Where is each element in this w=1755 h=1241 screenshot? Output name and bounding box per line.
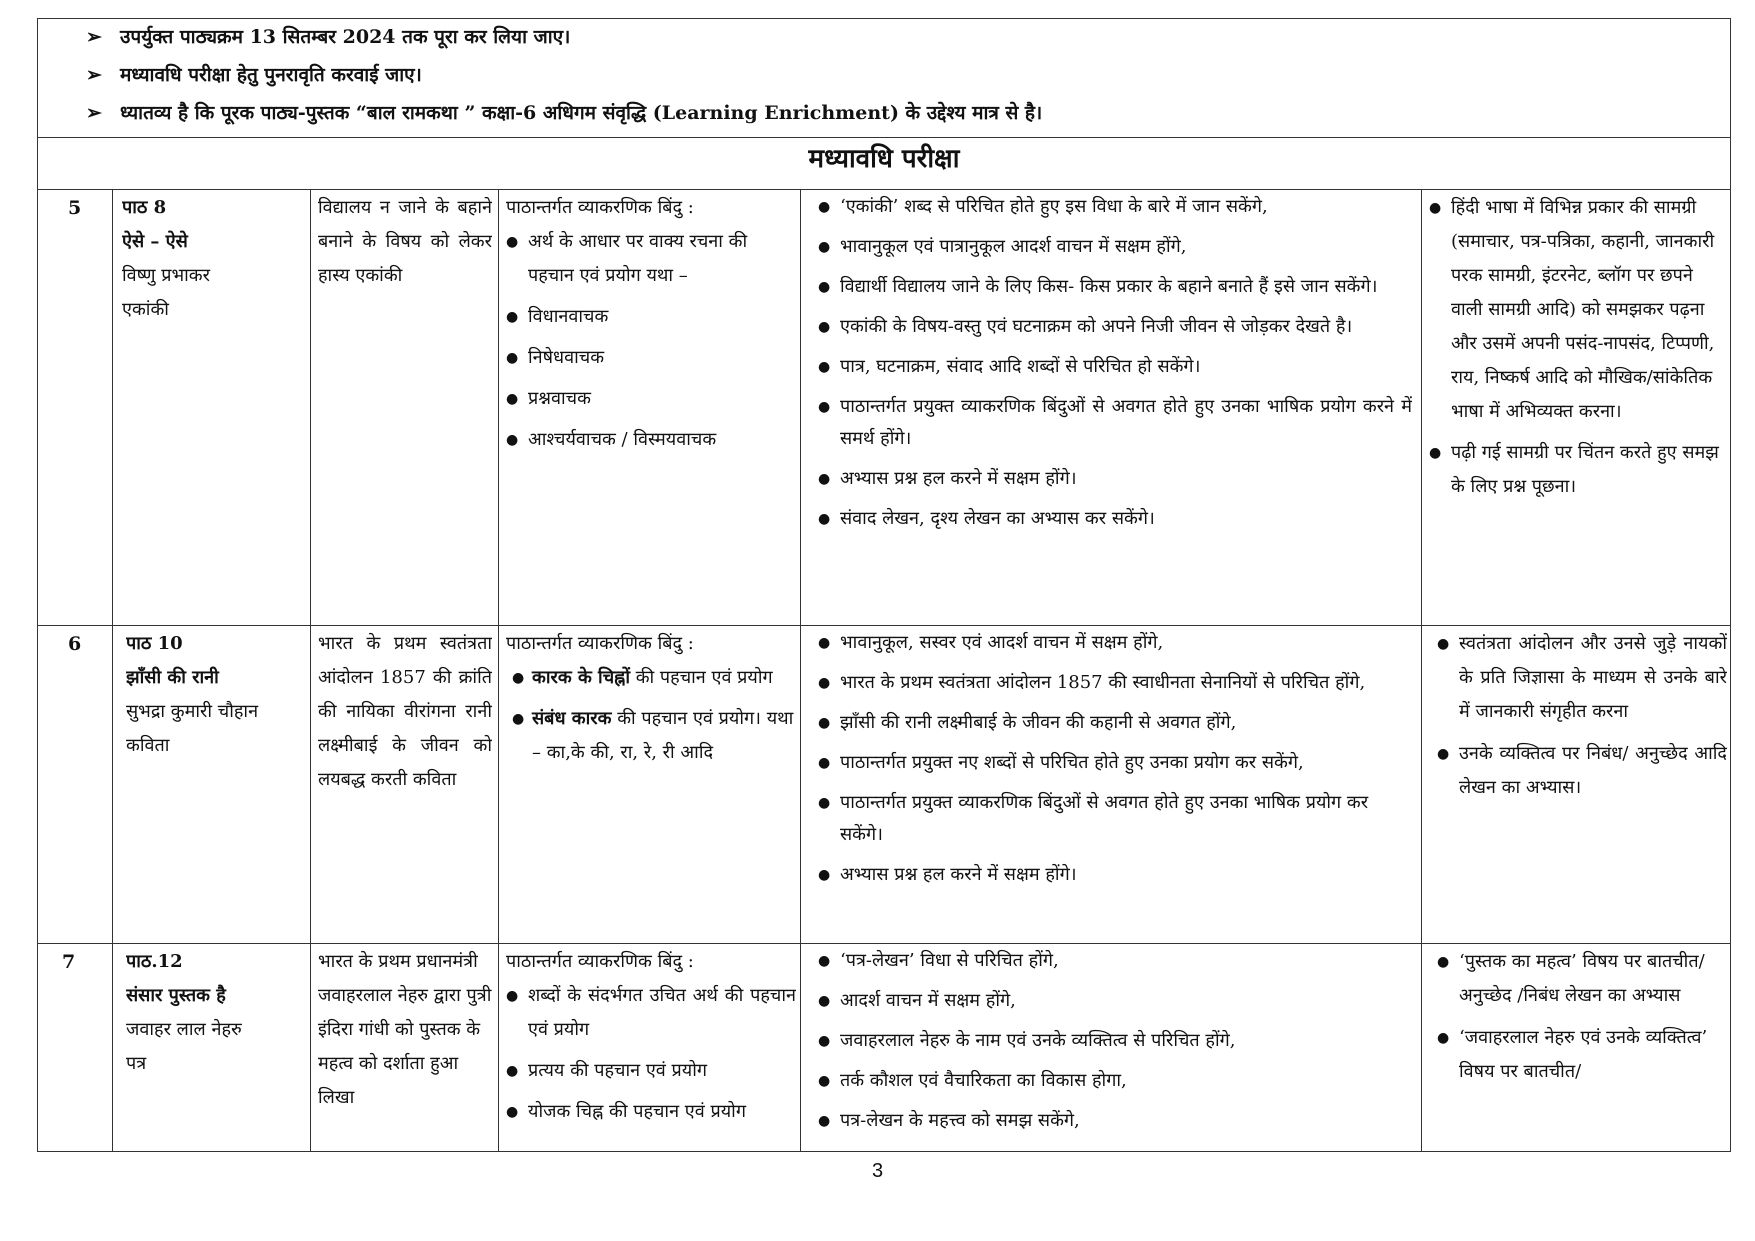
lesson-genre: एकांकी [122, 299, 169, 320]
outcomes-cell [810, 627, 1412, 899]
list-item: ● विधानवाचक [506, 300, 796, 334]
list-item: ● पत्र-लेखन के महत्त्व को समझ सकेंगे, [810, 1105, 1412, 1137]
divider [38, 625, 1730, 626]
list-item: ● विद्यार्थी विद्यालय जाने के लिए किस- किस प्रकार के बहाने बनाते हैं इसे जान सकेंगे। [810, 271, 1412, 303]
outcomes-cell [810, 191, 1412, 543]
activities-cell [1429, 627, 1727, 813]
grammar-title: पाठान्तर्गत व्याकरणिक बिंदु : [506, 633, 694, 654]
column-divider [800, 189, 801, 1151]
lesson-author: विष्णु प्रभाकर [122, 265, 210, 286]
list-item: ● प्रत्यय की पहचान एवं प्रयोग [506, 1054, 796, 1088]
row-number: 5 [68, 197, 82, 219]
page-number: 3 [871, 1160, 884, 1182]
list-item: ● ‘पुस्तक का महत्व’ विषय पर बातचीत/ अनुच्छेद /निबंध लेखन का अभ्यास [1429, 945, 1727, 1013]
lesson-genre: कविता [126, 735, 170, 756]
outcomes-list [810, 945, 1412, 1137]
grammar-cell [506, 945, 796, 1136]
list-item: ● भावानुकूल, सस्वर एवं आदर्श वाचन में सक्षम होंगे, [810, 627, 1412, 659]
divider [38, 189, 1730, 190]
list-item: ● योजक चिह्न की पहचान एवं प्रयोग [506, 1095, 796, 1129]
grammar-cell [506, 627, 796, 777]
lesson-cell [126, 627, 306, 763]
list-item: ● ‘पत्र-लेखन’ विधा से परिचित होंगे, [810, 945, 1412, 977]
list-item: ● संबंध कारक की पहचान एवं प्रयोग। यथा – का,के की, रा, रे, री आदि [506, 702, 796, 770]
list-item: ● अभ्यास प्रश्न हल करने में सक्षम होंगे। [810, 463, 1412, 495]
grammar-title: पाठान्तर्गत व्याकरणिक बिंदु : [506, 197, 694, 218]
lesson-genre: पत्र [126, 1053, 147, 1074]
grammar-list [506, 979, 796, 1129]
grammar-cell [506, 191, 796, 464]
list-item: ● पाठान्तर्गत प्रयुक्त व्याकरणिक बिंदुओं से अवगत होते हुए उनका भाषिक प्रयोग कर सकेंगे। [810, 787, 1412, 851]
lesson-author: जवाहर लाल नेहरु [126, 1019, 242, 1040]
column-divider [310, 189, 311, 1151]
list-item: ● पाठान्तर्गत प्रयुक्त व्याकरणिक बिंदुओं से अवगत होते हुए उनका भाषिक प्रयोग करने में समर्थ होंगे। [810, 391, 1412, 455]
column-divider [498, 189, 499, 1151]
list-item: ● अभ्यास प्रश्न हल करने में सक्षम होंगे। [810, 859, 1412, 891]
list-item: ● कारक के चिह्नों की पहचान एवं प्रयोग [506, 661, 796, 695]
list-item: ● पढ़ी गई सामग्री पर चिंतन करते हुए समझ के लिए प्रश्न पूछना। [1429, 436, 1727, 504]
list-item: ● भावानुकूल एवं पात्रानुकूल आदर्श वाचन में सक्षम होंगे, [810, 231, 1412, 263]
row-number: 6 [68, 633, 82, 655]
lesson-title: झाँसी की रानी [126, 667, 219, 688]
list-item: ● पाठान्तर्गत प्रयुक्त नए शब्दों से परिचित होते हुए उनका प्रयोग कर सकेंगे, [810, 747, 1412, 779]
activities-cell [1429, 191, 1727, 511]
lesson-author: सुभद्रा कुमारी चौहान [126, 701, 259, 722]
list-item: ● हिंदी भाषा में विभिन्न प्रकार की सामग्री (समाचार, पत्र-पत्रिका, कहानी, जानकारी परक सामग्री, इंटरनेट, ब्लॉग पर छपने वाली सामग्री आदि) को समझकर पढ़ना और उसमें अपनी पसंद-नापसंद, टिप्पणी, राय, निष्कर्ष आदि को मौखिक/सांकेतिक भाषा में अभिव्यक्त करना। [1429, 191, 1727, 429]
list-item: ● आश्चर्यवाचक / विस्मयवाचक [506, 423, 796, 457]
column-divider [1421, 189, 1422, 1151]
lesson-cell [122, 191, 306, 327]
note-3: ➢ ध्यातव्य है कि पूरक पाठ्य-पुस्तक “बाल रामकथा ” कक्षा-6 अधिगम संवृद्धि (Learning Enrichment) के उद्देश्य मात्र से है। [86, 102, 1043, 124]
list-item: ● पात्र, घटनाक्रम, संवाद आदि शब्दों से परिचित हो सकेंगे। [810, 351, 1412, 383]
list-item: ● शब्दों के संदर्भगत उचित अर्थ की पहचान एवं प्रयोग [506, 979, 796, 1047]
list-item: ● ‘एकांकी’ शब्द से परिचित होते हुए इस विधा के बारे में जान सकेंगे, [810, 191, 1412, 223]
list-item: ● उनके व्यक्तित्व पर निबंध/ अनुच्छेद आदि लेखन का अभ्यास। [1429, 737, 1727, 805]
notes-section [38, 19, 1730, 137]
outcomes-list [810, 191, 1412, 535]
list-item: ● प्रश्नवाचक [506, 382, 796, 416]
list-item: ● निषेधवाचक [506, 341, 796, 375]
list-item: ● झाँसी की रानी लक्ष्मीबाई के जीवन की कहानी से अवगत होंगे, [810, 707, 1412, 739]
column-divider [112, 189, 113, 1151]
theme-cell: भारत के प्रथम स्वतंत्रता आंदोलन 1857 की क्रांति की नायिका वीरांगना रानी लक्ष्मीबाई के जीवन को लयबद्ध करती कविता [318, 633, 492, 790]
row-number: 7 [62, 951, 76, 973]
note-2: ➢ मध्यावधि परीक्षा हेतु पुनरावृति करवाई जाए। [86, 64, 422, 86]
theme-cell: विद्यालय न जाने के बहाने बनाने के विषय को लेकर हास्य एकांकी [318, 197, 492, 286]
note-1: ➢ उपर्युक्त पाठ्यक्रम 13 सितम्बर 2024 तक पूरा कर लिया जाए। [86, 26, 571, 48]
lesson-title: संसार पुस्तक है [126, 985, 226, 1006]
syllabus-table [37, 18, 1731, 1152]
theme-cell: भारत के प्रथम प्रधानमंत्री जवाहरलाल नेहरु द्वारा पुत्री इंदिरा गांधी को पुस्तक के महत्व को दर्शाता हुआ लिखा [318, 951, 492, 1108]
outcomes-cell [810, 945, 1412, 1145]
activities-list [1429, 191, 1727, 504]
lesson-number: पाठ 8 [122, 197, 167, 218]
lesson-number: पाठ.12 [126, 951, 183, 972]
list-item: ● भारत के प्रथम स्वतंत्रता आंदोलन 1857 की स्वाधीनता सेनानियों से परिचित होंगे, [810, 667, 1412, 699]
list-item: ● एकांकी के विषय-वस्तु एवं घटनाक्रम को अपने निजी जीवन से जोड़कर देखते है। [810, 311, 1412, 343]
arrow-bullet-icon: ➢ [86, 102, 102, 124]
activities-list [1429, 627, 1727, 805]
arrow-bullet-icon: ➢ [86, 26, 102, 48]
divider [38, 943, 1730, 944]
lesson-number: पाठ 10 [126, 633, 183, 654]
grammar-title: पाठान्तर्गत व्याकरणिक बिंदु : [506, 951, 694, 972]
midterm-heading: मध्यावधि परीक्षा [808, 144, 960, 174]
list-item: ● स्वतंत्रता आंदोलन और उनसे जुड़े नायकों के प्रति जिज्ञासा के माध्यम से उनके बारे में जानकारी संगृहीत करना [1429, 627, 1727, 729]
list-item: ● संवाद लेखन, दृश्य लेखन का अभ्यास कर सकेंगे। [810, 503, 1412, 535]
grammar-list [506, 225, 796, 457]
activities-cell [1429, 945, 1727, 1097]
list-item: ● अर्थ के आधार पर वाक्य रचना की पहचान एवं प्रयोग यथा – [506, 225, 796, 293]
list-item: ● जवाहरलाल नेहरु के नाम एवं उनके व्यक्तित्व से परिचित होंगे, [810, 1025, 1412, 1057]
list-item: ● तर्क कौशल एवं वैचारिकता का विकास होगा, [810, 1065, 1412, 1097]
lesson-title: ऐसे – ऐसे [122, 231, 188, 252]
list-item: ● आदर्श वाचन में सक्षम होंगे, [810, 985, 1412, 1017]
lesson-cell [126, 945, 306, 1081]
arrow-bullet-icon: ➢ [86, 64, 102, 86]
activities-list [1429, 945, 1727, 1089]
list-item: ● ‘जवाहरलाल नेहरु एवं उनके व्यक्तित्व’ विषय पर बातचीत/ [1429, 1021, 1727, 1089]
grammar-list [506, 661, 796, 770]
outcomes-list [810, 627, 1412, 891]
